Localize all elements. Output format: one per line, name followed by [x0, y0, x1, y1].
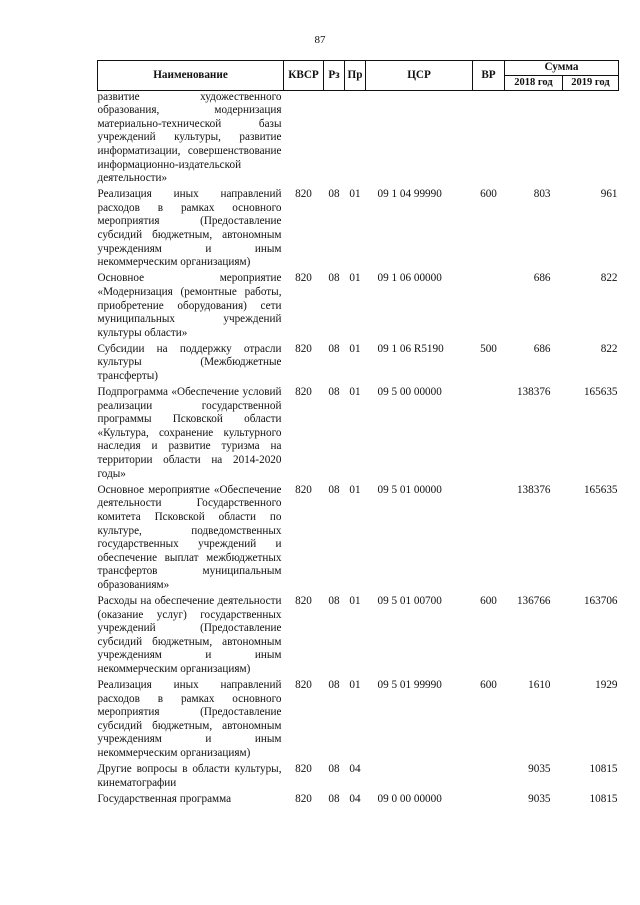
- cell-vr: [473, 90, 505, 188]
- cell-csr: 09 0 00 00000: [377, 792, 442, 805]
- cell-csr: [366, 763, 473, 793]
- cell-sum-2018: 136766: [516, 594, 551, 607]
- cell-vr: [473, 793, 505, 809]
- cell-name: Основное мероприятие «Модернизация (ремонтные работы, приобретение оборудования) сети муниципальных учреждений культуры области»: [97, 272, 282, 339]
- cell-kvsr: 820: [295, 272, 312, 285]
- cell-name: Реализация иных направлений расходов в рамках основного мероприятия (Предоставление субсидий бюджетным, автономным учреждениям и иным некоммерческим организациям): [97, 679, 282, 759]
- cell-rz: 08: [328, 342, 340, 355]
- cell-kvsr: 820: [295, 594, 312, 607]
- table-body: [98, 90, 619, 809]
- cell-pr: 01: [349, 342, 361, 355]
- cell-kvsr: 820: [295, 188, 312, 201]
- cell-sum-2019: 1929: [595, 679, 618, 692]
- table-row: [98, 763, 619, 793]
- header-year-2018: 2018 год: [505, 76, 563, 91]
- cell-kvsr: 820: [295, 763, 312, 776]
- cell-csr: 09 5 00 00000: [377, 386, 442, 399]
- cell-name: развитие художественного образования, модернизация материально-технической базы учреждений культуры, развитие информатизации, совершенствование информационно-издательской деятельности»: [97, 90, 282, 185]
- cell-sum-2018: 686: [533, 272, 551, 285]
- header-vr: ВР: [473, 61, 505, 91]
- cell-csr: [366, 90, 473, 188]
- cell-sum-2018: 9035: [528, 763, 551, 776]
- cell-sum-2019: 10815: [589, 792, 618, 805]
- cell-sum-2019: 163706: [583, 594, 618, 607]
- cell-kvsr: 820: [295, 483, 312, 496]
- cell-sum-2018: 803: [533, 188, 551, 201]
- cell-name: Государственная программа: [97, 792, 232, 805]
- cell-vr: [473, 386, 505, 484]
- cell-sum-2018: 1610: [528, 679, 551, 692]
- cell-sum-2019: 961: [600, 188, 618, 201]
- table-row: [98, 595, 619, 679]
- cell-rz: 08: [328, 679, 340, 692]
- header-kvsr: КВСР: [284, 61, 324, 91]
- cell-rz: 08: [328, 386, 340, 399]
- cell-vr: 600: [480, 594, 497, 607]
- cell-rz: 08: [328, 594, 340, 607]
- cell-name: Подпрограмма «Обеспечение условий реализации государственной программы Псковской области «Культура, сохранение культурного наследия и развитие туризма на территории области на 2014-2020 годы»: [97, 386, 282, 480]
- cell-pr: 01: [349, 188, 361, 201]
- header-sum: Сумма: [505, 61, 619, 76]
- cell-pr: 04: [349, 763, 361, 776]
- budget-table: [97, 60, 619, 809]
- cell-kvsr: 820: [295, 342, 312, 355]
- cell-csr: 09 5 01 00700: [377, 594, 442, 607]
- cell-vr: [473, 272, 505, 342]
- cell-sum-2018: 686: [533, 342, 551, 355]
- cell-vr: [473, 484, 505, 595]
- cell-kvsr: 820: [295, 792, 312, 805]
- cell-sum-2018: [505, 90, 563, 188]
- cell-vr: [473, 763, 505, 793]
- cell-pr: 01: [349, 594, 361, 607]
- cell-vr: 500: [480, 342, 497, 355]
- cell-pr: 01: [349, 679, 361, 692]
- table-header: [98, 61, 619, 91]
- table-row: [98, 484, 619, 595]
- header-rz: Рз: [324, 61, 345, 91]
- header-name: Наименование: [98, 61, 284, 91]
- table-row: [98, 90, 619, 188]
- cell-rz: [324, 90, 345, 188]
- table-row: [98, 386, 619, 484]
- cell-kvsr: 820: [295, 386, 312, 399]
- cell-sum-2018: 138376: [516, 386, 551, 399]
- cell-name: Основное мероприятие «Обеспечение деятельности Государственного комитета Псковской области по культуре, подведомственных государственных учреждений и обеспечение выплат межбюджетных трансфертов муниципальным образованиям»: [97, 483, 282, 591]
- cell-csr: 09 5 01 00000: [377, 483, 442, 496]
- cell-rz: 08: [328, 792, 340, 805]
- cell-sum-2019: 165635: [583, 483, 618, 496]
- cell-kvsr: 820: [295, 679, 312, 692]
- cell-sum-2018: 9035: [528, 792, 551, 805]
- cell-name: Другие вопросы в области культуры, кинематографии: [97, 763, 282, 789]
- cell-sum-2019: 822: [600, 342, 618, 355]
- table-row: [98, 343, 619, 386]
- cell-csr: 09 1 06 00000: [377, 272, 442, 285]
- header-csr: ЦСР: [366, 61, 473, 91]
- table-row: [98, 272, 619, 342]
- cell-vr: 600: [480, 679, 497, 692]
- cell-sum-2019: [563, 90, 619, 188]
- cell-pr: 01: [349, 386, 361, 399]
- cell-pr: 01: [349, 272, 361, 285]
- cell-sum-2019: 165635: [583, 386, 618, 399]
- cell-rz: 08: [328, 483, 340, 496]
- cell-name: Субсидии на поддержку отрасли культуры (Межбюджетные трансферты): [97, 342, 282, 382]
- cell-sum-2018: 138376: [516, 483, 551, 496]
- cell-csr: 09 1 04 99990: [377, 188, 442, 201]
- header-pr: Пр: [345, 61, 366, 91]
- cell-csr: 09 5 01 99990: [377, 679, 442, 692]
- header-year-2019: 2019 год: [563, 76, 619, 91]
- cell-csr: 09 1 06 R5190: [377, 342, 444, 355]
- cell-pr: 01: [349, 483, 361, 496]
- cell-rz: 08: [328, 188, 340, 201]
- cell-name: Реализация иных направлений расходов в рамках основного мероприятия (Предоставление субсидий бюджетным, автономным учреждениям и иным некоммерческим организациям): [97, 188, 282, 269]
- cell-kvsr: [284, 90, 324, 188]
- cell-vr: 600: [480, 188, 497, 201]
- table-row: [98, 679, 619, 763]
- cell-sum-2019: 822: [600, 272, 618, 285]
- page-number: 87: [314, 34, 326, 46]
- table-row: [98, 793, 619, 809]
- cell-pr: 04: [349, 792, 361, 805]
- cell-rz: 08: [328, 272, 340, 285]
- cell-rz: 08: [328, 763, 340, 776]
- cell-name: Расходы на обеспечение деятельности (оказание услуг) государственных учреждений (Предоставление субсидий бюджетным, автономным учреждениям и иным некоммерческим организациям): [97, 594, 282, 675]
- cell-sum-2019: 10815: [589, 763, 618, 776]
- cell-pr: [345, 90, 366, 188]
- table-row: [98, 188, 619, 272]
